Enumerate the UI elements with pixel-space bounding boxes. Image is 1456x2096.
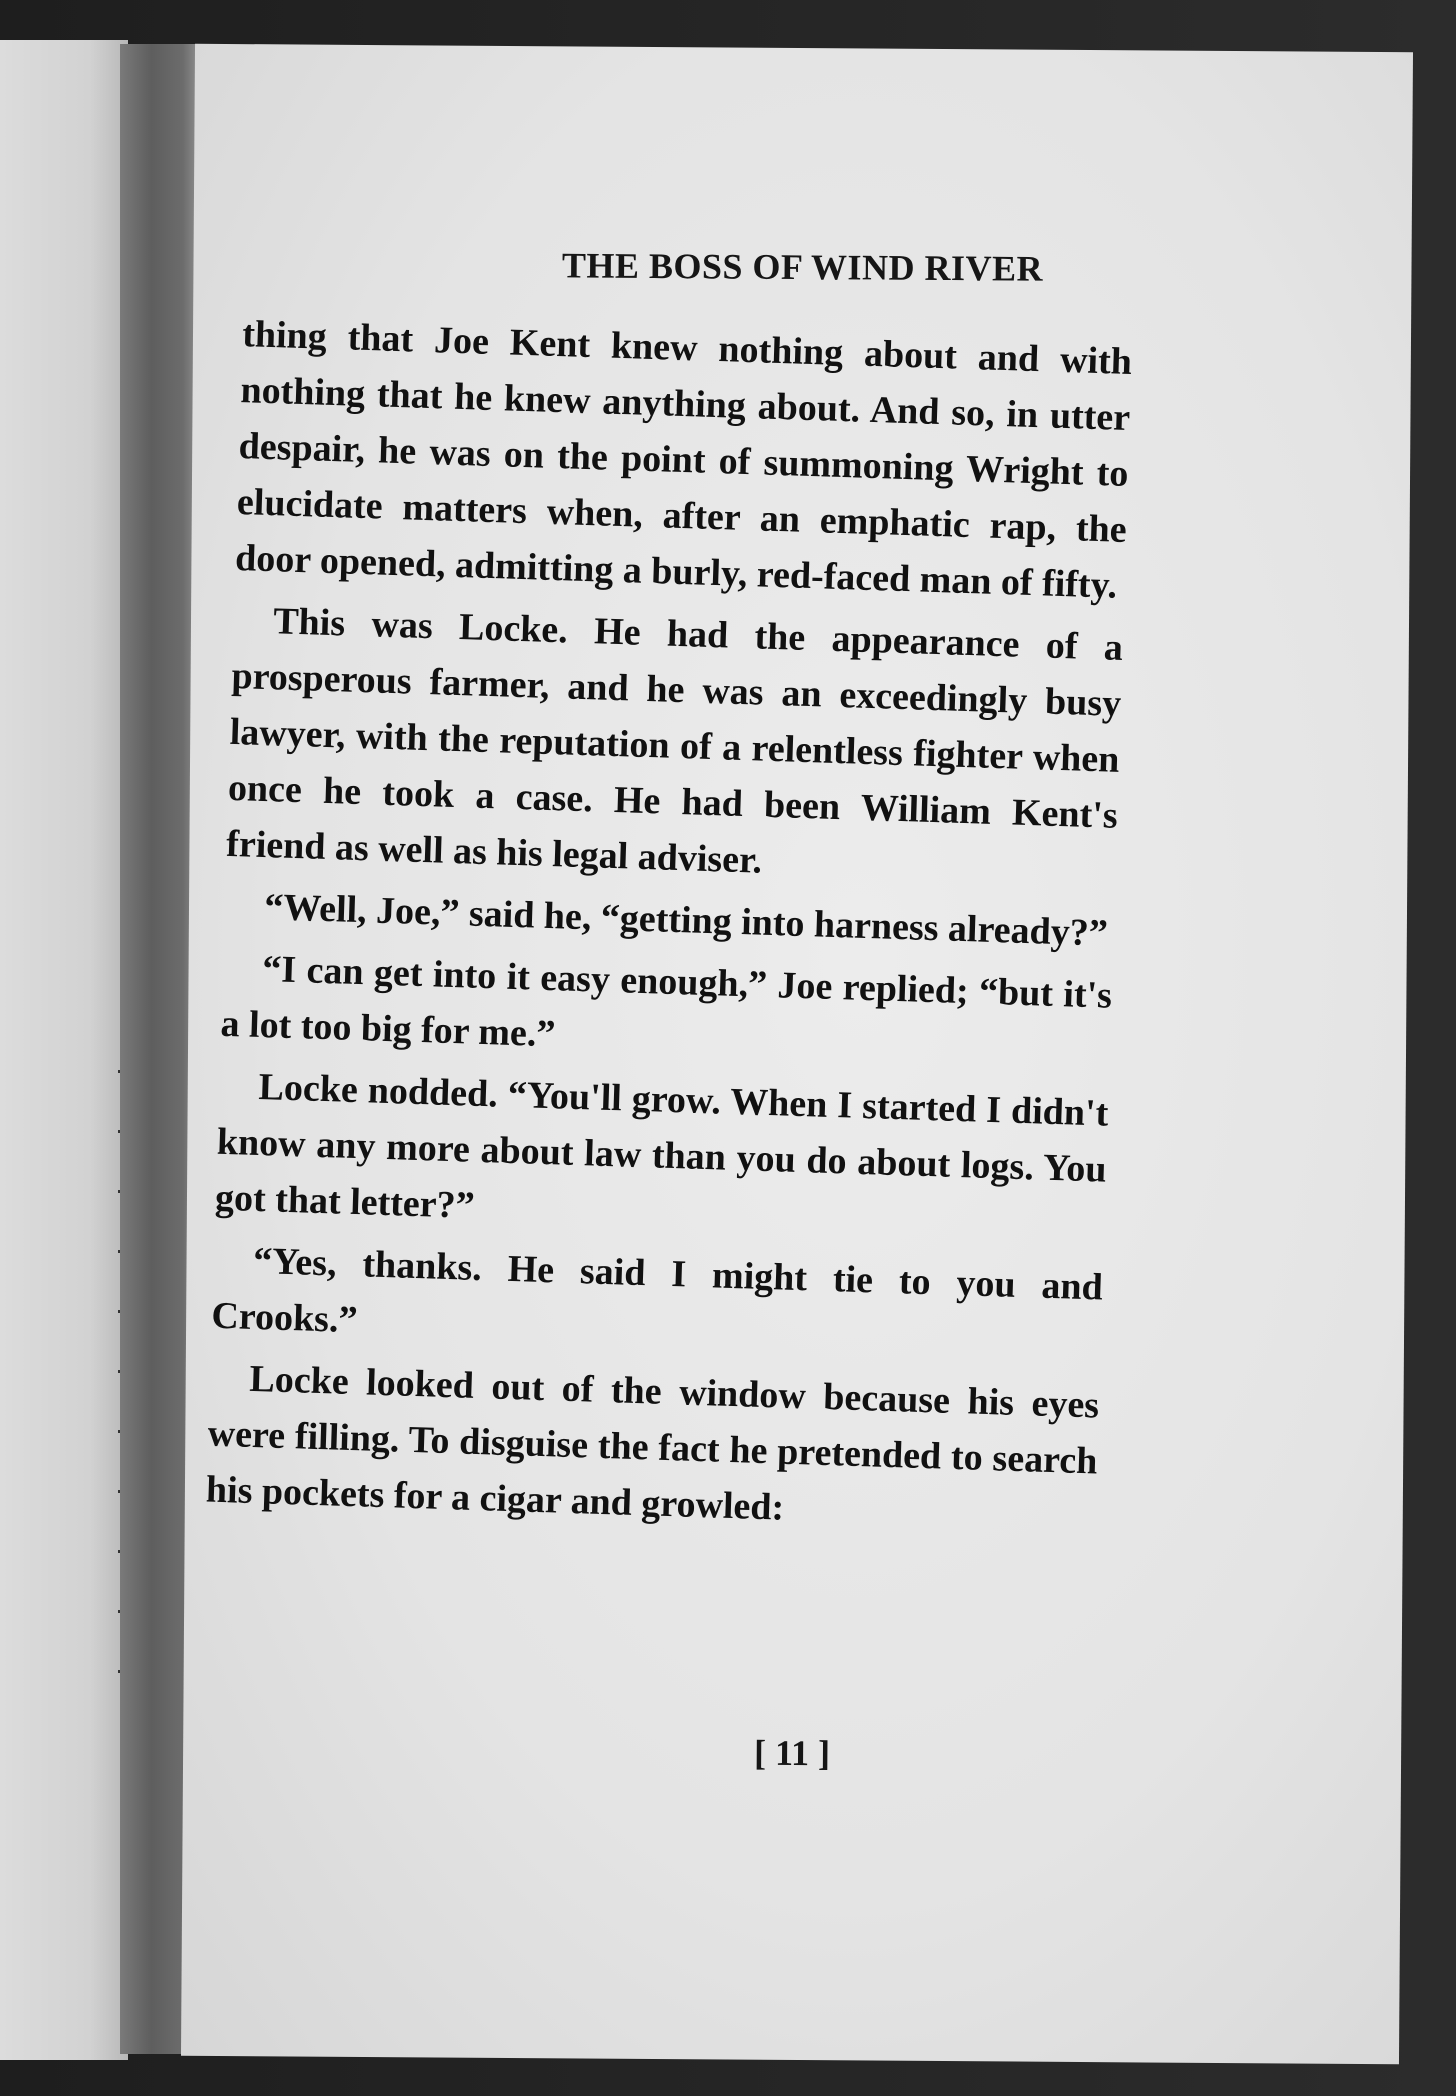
page-number: [ 11 ] [753, 1732, 831, 1774]
paragraph: thing that Joe Kent knew nothing about and with nothing that he knew anything about. And so, in utter despair, he was on the point of summoning Wright to elucidate matters when, after an emphatic rap, the door opened, admitting a burly, red-faced man of fifty. [234, 313, 1133, 607]
running-head: THE BOSS OF WIND RIVER [561, 245, 1044, 289]
paragraph: This was Locke. He had the appearance of a prosperous farmer, and he was an exceedingly busy lawyer, with the reputation of a relentless fighter when once he took a case. He had been William Kent's friend as well as his legal adviser. [225, 600, 1124, 882]
page-body [205, 306, 1133, 1551]
left-page-edge [0, 40, 128, 2060]
paragraph: “Well, Joe,” said he, “getting into harness already?” [263, 886, 1109, 955]
paragraph: “I can get into it easy enough,” Joe replied; “but it's a lot too big for me.” [219, 948, 1113, 1056]
paragraph: Locke nodded. “You'll grow. When I started I didn't know any more about law than you do about logs. You got that letter?” [214, 1065, 1109, 1227]
paragraph: “Yes, thanks. He said I might tie to you and Crooks.” [210, 1239, 1104, 1342]
book-page [181, 44, 1413, 2064]
paragraph: Locke looked out of the window because his eyes were filling. To disguise the fact he pretended to search his pockets for a cigar and growled: [205, 1357, 1100, 1529]
